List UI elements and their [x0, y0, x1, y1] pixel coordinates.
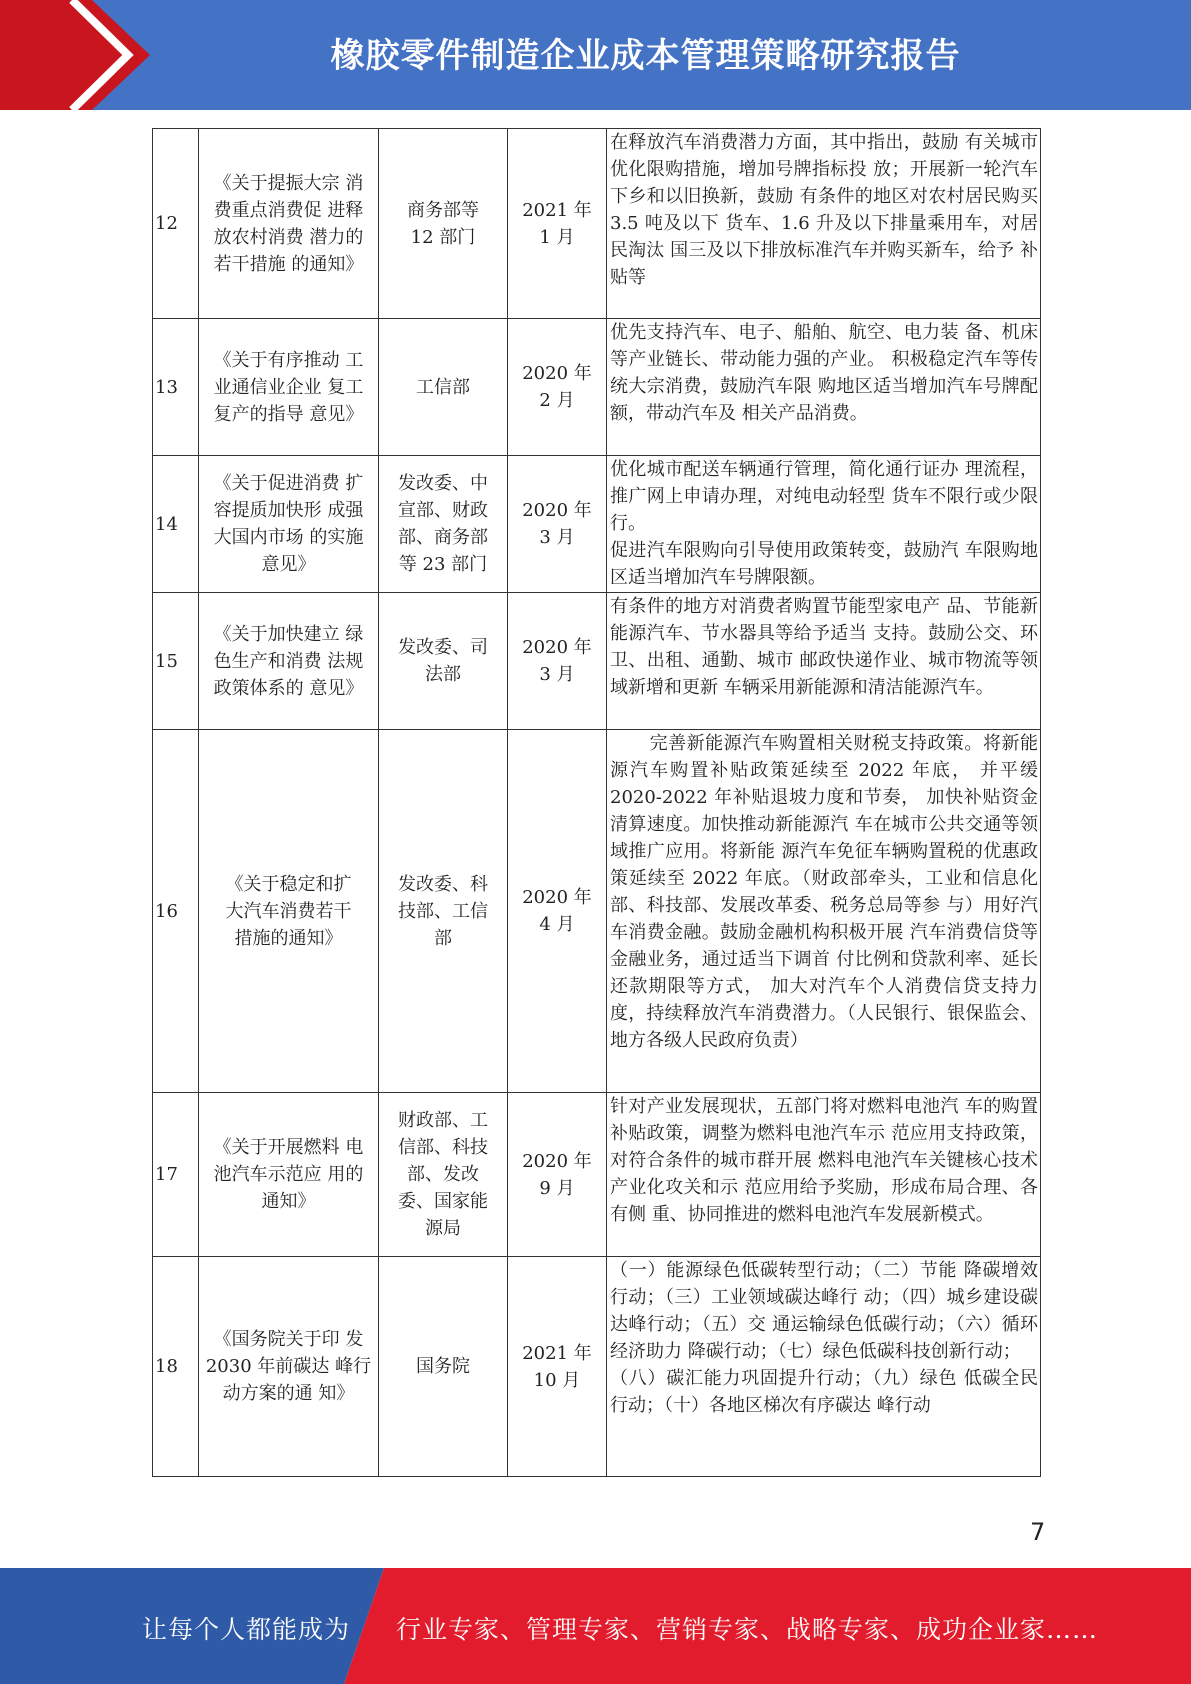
policy-title-line: 色生产和消费 法规 — [213, 650, 364, 672]
department-line: 发改委、中 — [398, 473, 488, 494]
footer-slogan-right: 行业专家、管理专家、营销专家、战略专家、成功企业家…… — [396, 1615, 1099, 1644]
department-line: 信部、科技 — [398, 1137, 488, 1158]
department-line: 法部 — [425, 664, 461, 685]
policy-title-line: 意见》 — [261, 554, 316, 575]
content-paragraph: 完善新能源汽车购置相关财税支持政策。将新能源汽车购置补贴政策延续至 2022 年底， 并平缓 2020-2022 年补贴退坡力度和节奏， 加快补贴资金清算速度。加快推动新能源汽 车在城市公共交通等领域推广应用。将新能 源汽车免征车辆购置税的优惠政策延续至 2022 年底。（财政部牵头，工业和信息化部、科技部、发展改革委、税务总局等参 与）用好汽车消费金融。鼓励金融机构积极开展 汽车消费信贷等金融业务，通过适当下调首 付比例和贷款利率、延长还款期限等方式， 加大对汽车个人消费信贷支持力度，持续释放汽车消费潜力。（人民银行、银保监会、 地方各级人民政府负责） — [610, 733, 1038, 1051]
date-year: 2020 年 — [522, 363, 592, 384]
policy-content — [607, 1257, 1041, 1477]
department-line: 宣部、财政 — [398, 500, 488, 521]
date-month: 3 月 — [539, 527, 575, 548]
department-line: 部 — [434, 927, 452, 949]
table-row — [153, 730, 1041, 1093]
date-year: 2021 年 — [522, 1342, 592, 1364]
table-row — [153, 319, 1041, 456]
policy-content — [607, 456, 1041, 593]
policy-title — [199, 319, 379, 456]
policy-title-line: 大汽车消费若干 — [225, 900, 352, 922]
issue-date — [508, 129, 607, 319]
date-month: 1 月 — [539, 226, 575, 248]
issue-date — [508, 730, 607, 1093]
department-line: 12 部门 — [410, 226, 476, 248]
policy-title-line: 《关于提振大宗 消 — [213, 172, 364, 194]
department-line: 发改委、科 — [398, 873, 488, 895]
content-paragraph: （一）能源绿色低碳转型行动；（二）节能 降碳增效行动；（三）工业领域碳达峰行 动；（四）城乡建设碳达峰行动；（五）交 通运输绿色低碳行动；（六）循环经济助力 降碳行动；（七）绿色低碳科技创新行动； — [610, 1260, 1038, 1362]
row-number: 16 — [153, 730, 199, 1093]
policy-title-line: 若干措施 的通知》 — [213, 253, 364, 275]
policy-title — [199, 1257, 379, 1477]
policy-title — [199, 593, 379, 730]
policy-title-line: 放农村消费 潜力的 — [213, 226, 364, 248]
date-year: 2020 年 — [522, 1150, 592, 1172]
department-line: 委、国家能 — [398, 1191, 488, 1212]
issue-date — [508, 1093, 607, 1257]
date-month: 3 月 — [539, 664, 575, 685]
department-line: 发改委、司 — [398, 637, 488, 658]
policy-title-line: 费重点消费促 进释 — [213, 199, 364, 221]
content-paragraph: 促进汽车限购向引导使用政策转变，鼓励汽 车限购地区适当增加汽车号牌限额。 — [610, 540, 1038, 588]
policy-title-line: 《关于稳定和扩 — [225, 873, 352, 895]
policy-title — [199, 456, 379, 593]
policy-title-line: 2030 年前碳达 峰行 — [205, 1356, 372, 1377]
department-line: 部、商务部 — [398, 527, 488, 548]
issuing-department — [379, 593, 508, 730]
row-number: 18 — [153, 1257, 199, 1477]
date-month: 4 月 — [539, 914, 575, 935]
date-month: 2 月 — [539, 390, 575, 411]
page-footer — [0, 1568, 1191, 1684]
table-row — [153, 129, 1041, 319]
policy-title-line: 《国务院关于印 发 — [213, 1329, 364, 1350]
issuing-department — [379, 1093, 508, 1257]
policy-title-line: 《关于促进消费 扩 — [213, 473, 364, 494]
issuing-department — [379, 129, 508, 319]
policy-title-line: 措施的通知》 — [234, 927, 343, 949]
row-number: 14 — [153, 456, 199, 593]
issuing-department — [379, 319, 508, 456]
department-line: 等 23 部门 — [398, 554, 488, 575]
table-row — [153, 456, 1041, 593]
department-line: 源局 — [425, 1218, 461, 1239]
policy-content — [607, 319, 1041, 456]
page-header — [0, 0, 1191, 110]
policy-title-line: 《关于加快建立 绿 — [213, 623, 364, 645]
policy-content — [607, 129, 1041, 319]
department-line: 技部、工信 — [398, 900, 488, 922]
policy-title-line: 动方案的通 知》 — [222, 1383, 355, 1404]
date-year: 2020 年 — [522, 637, 592, 658]
row-number: 13 — [153, 319, 199, 456]
policy-content — [607, 593, 1041, 730]
table-row — [153, 593, 1041, 730]
row-number: 17 — [153, 1093, 199, 1257]
policy-table — [152, 128, 1041, 1477]
policy-title-line: 复产的指导 意见》 — [213, 403, 364, 425]
policy-title — [199, 1093, 379, 1257]
policy-title-line: 容提质加快形 成强 — [213, 500, 364, 521]
issuing-department — [379, 730, 508, 1093]
policy-title-line: 业通信业企业 复工 — [213, 376, 364, 398]
policy-title-line: 通知》 — [261, 1191, 316, 1212]
policy-title-line: 池汽车示范应 用的 — [213, 1164, 364, 1185]
report-title: 橡胶零件制造企业成本管理策略研究报告 — [330, 36, 961, 76]
footer-slogan-left: 让每个人都能成为 — [142, 1615, 351, 1644]
issuing-department — [379, 1257, 508, 1477]
policy-title-line: 《关于有序推动 工 — [213, 349, 364, 371]
policy-table-body — [153, 129, 1041, 1477]
content-paragraph: 优化城市配送车辆通行管理，简化通行证办 理流程，推广网上申请办理，对纯电动轻型 货车不限行或少限行。 — [610, 459, 1038, 534]
department-line: 国务院 — [416, 1356, 470, 1377]
policy-content — [607, 730, 1041, 1093]
row-number: 12 — [153, 129, 199, 319]
table-row — [153, 1093, 1041, 1257]
policy-title — [199, 129, 379, 319]
date-year: 2020 年 — [522, 887, 592, 908]
department-line: 财政部、工 — [398, 1110, 488, 1131]
issue-date — [508, 456, 607, 593]
content-paragraph: 优先支持汽车、电子、船舶、航空、电力装 备、机床等产业链长、带动能力强的产业。 积极稳定汽车等传统大宗消费，鼓励汽车限 购地区适当增加汽车号牌配额，带动汽车及 相关产品消费。 — [610, 322, 1038, 424]
table-row — [153, 1257, 1041, 1477]
date-month: 9 月 — [539, 1177, 575, 1199]
policy-title-line: 政策体系的 意见》 — [213, 677, 364, 699]
policy-title-line: 大国内市场 的实施 — [213, 527, 364, 548]
date-year: 2020 年 — [522, 500, 592, 521]
date-month: 10 月 — [533, 1369, 581, 1391]
page-number: 7 — [1030, 1518, 1046, 1546]
policy-title — [199, 730, 379, 1093]
content-paragraph: （八）碳汇能力巩固提升行动；（九）绿色 低碳全民行动；（十）各地区梯次有序碳达 峰行动 — [610, 1368, 1038, 1416]
issue-date — [508, 593, 607, 730]
content-paragraph: 在释放汽车消费潜力方面，其中指出，鼓励 有关城市优化限购措施，增加号牌指标投 放；开展新一轮汽车下乡和以旧换新，鼓励 有条件的地区对农村居民购买 3.5 吨及以下 货车、1.6 升及以下排量乘用车，对居民淘汰 国三及以下排放标准汽车并购买新车，给予 补贴等 — [610, 132, 1038, 288]
issue-date — [508, 1257, 607, 1477]
date-year: 2021 年 — [522, 199, 592, 221]
department-line: 商务部等 — [407, 199, 479, 221]
issuing-department — [379, 456, 508, 593]
policy-title-line: 《关于开展燃料 电 — [213, 1137, 364, 1158]
content-paragraph: 针对产业发展现状，五部门将对燃料电池汽 车的购置补贴政策，调整为燃料电池汽车示 范应用支持政策，对符合条件的城市群开展 燃料电池汽车关键核心技术产业化攻关和示 范应用给予奖励，形成布局合理、各有侧 重、协同推进的燃料电池汽车发展新模式。 — [610, 1096, 1038, 1225]
department-line: 工信部 — [416, 376, 470, 398]
department-line: 部、发改 — [407, 1164, 479, 1185]
row-number: 15 — [153, 593, 199, 730]
policy-content — [607, 1093, 1041, 1257]
issue-date — [508, 319, 607, 456]
content-paragraph: 有条件的地方对消费者购置节能型家电产 品、节能新能源汽车、节水器具等给予适当 支持。鼓励公交、环卫、出租、通勤、城市 邮政快递作业、城市物流等领域新增和更新 车辆采用新能源和清洁能源汽车。 — [610, 596, 1038, 698]
